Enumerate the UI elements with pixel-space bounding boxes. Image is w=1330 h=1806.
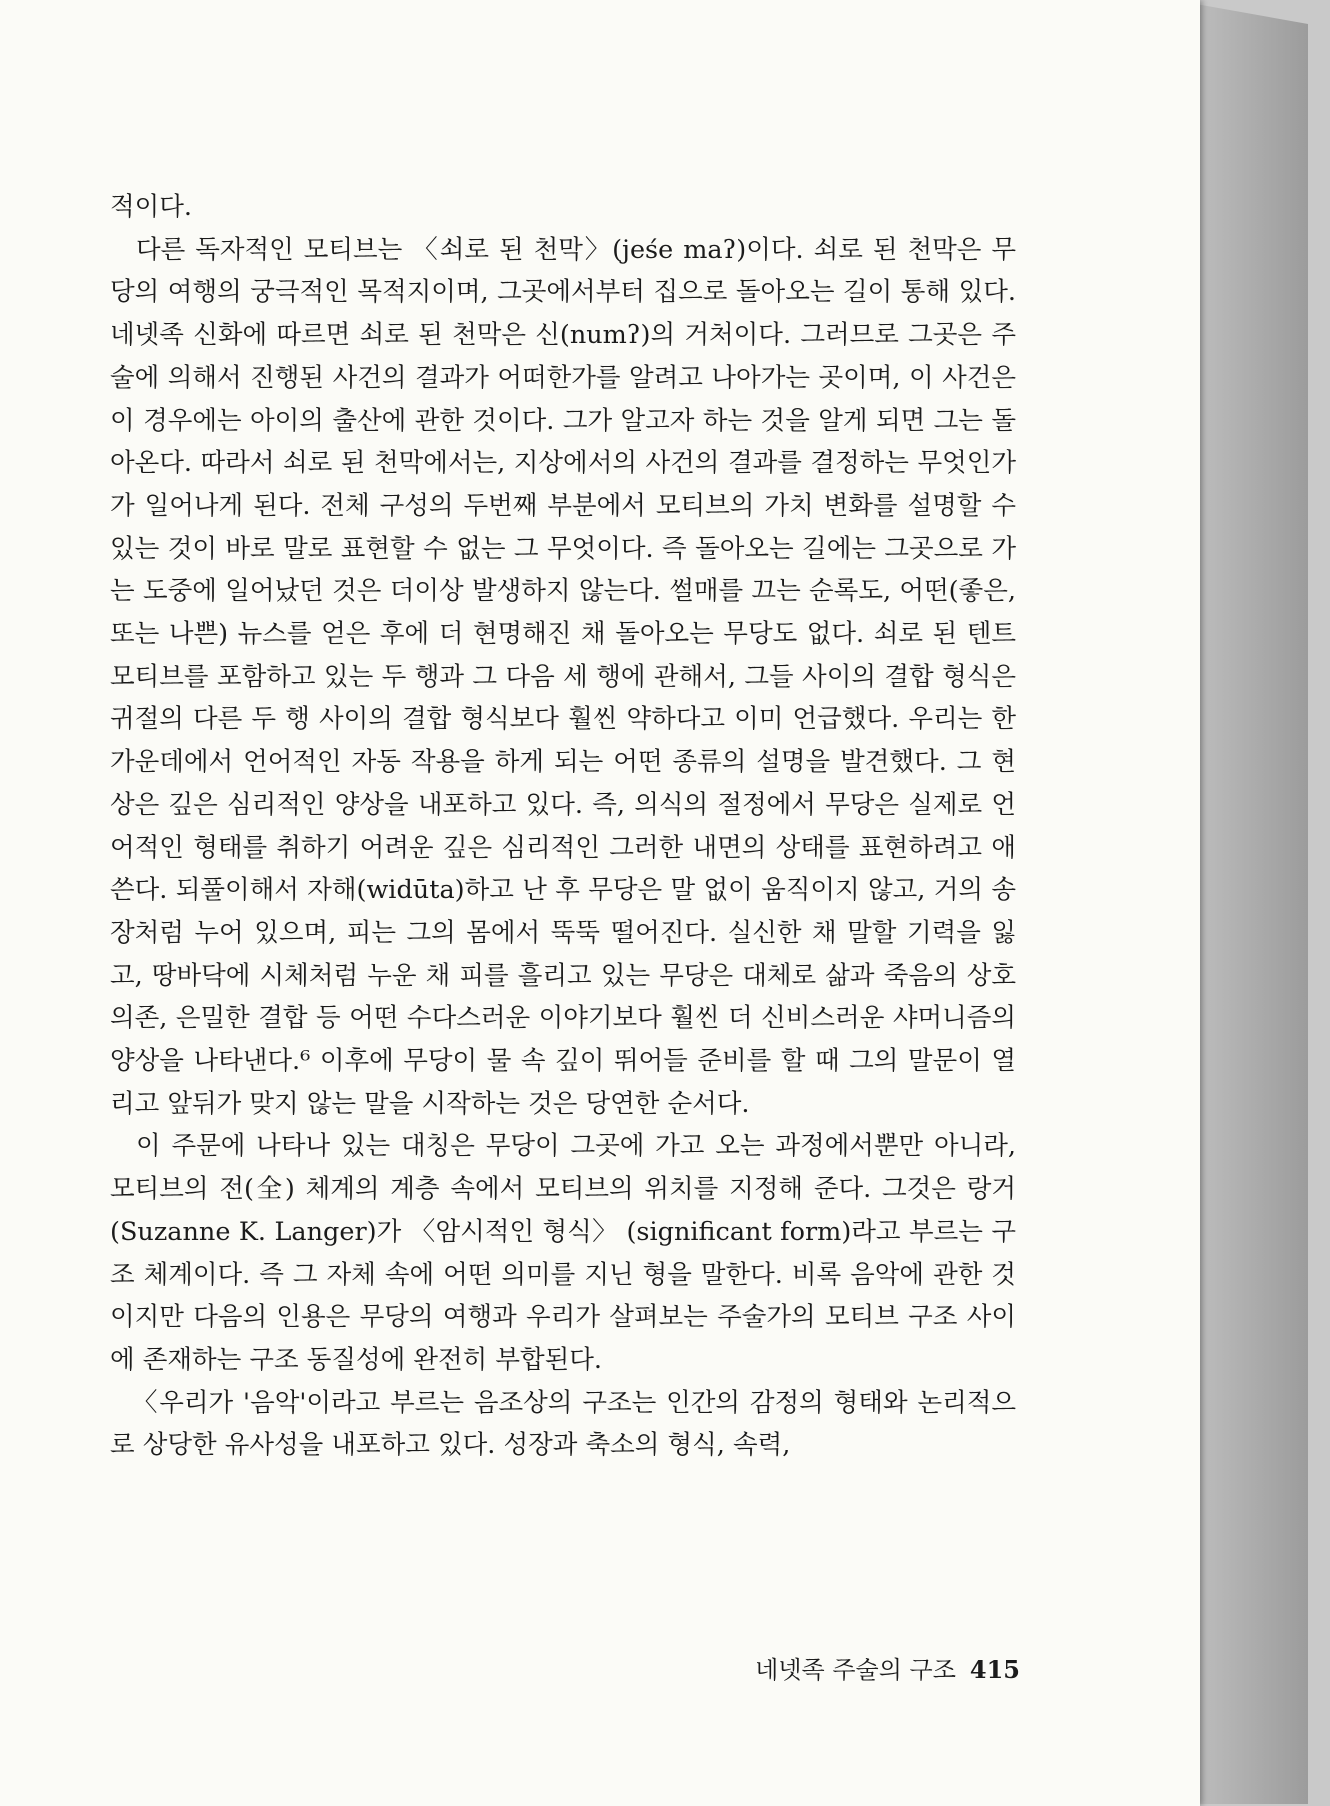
page-footer bbox=[690, 1650, 1020, 1685]
paragraph-quote: 〈우리가 '음악'이라고 부르는 음조상의 구조는 인간의 감정의 형태와 논리적으로 상당한 유사성을 내포하고 있다. 성장과 축소의 형식, 속력, bbox=[110, 1387, 1016, 1461]
page-number: 415 bbox=[969, 1655, 1020, 1684]
body-text bbox=[110, 186, 1016, 1467]
paragraph-1: 적이다. bbox=[110, 192, 193, 222]
page-stack-edge bbox=[1196, 4, 1308, 1804]
paragraph-2: 다른 독자적인 모티브는 〈쇠로 된 천막〉(jeśe maʔ)이다. 쇠로 된 천막은 무당의 여행의 궁극적인 목적지이며, 그곳에서부터 집으로 돌아오는 길이 통해 있다. 네넷족 신화에 따르면 쇠로 된 천막은 신(numʔ)의 거처이다. 그러므로 그곳은 주술에 의해서 진행된 사건의 결과가 어떠한가를 알려고 나아가는 곳이며, 이 사건은 이 경우에는 아이의 출산에 관한 것이다. 그가 알고자 하는 것을 알게 되면 그는 돌아온다. 따라서 쇠로 된 천막에서는, 지상에서의 사건의 결과를 결정하는 무엇인가가 일어나게 된다. 전체 구성의 두번째 부분에서 모티브의 가치 변화를 설명할 수 있는 것이 바로 말로 표현할 수 없는 그 무엇이다. 즉 돌아오는 길에는 그곳으로 가는 도중에 일어났던 것은 더이상 발생하지 않는다. 썰매를 끄는 순록도, 어떤(좋은, 또는 나쁜) 뉴스를 얻은 후에 더 현명해진 채 돌아오는 무당도 없다. 쇠로 된 텐트 모티브를 포함하고 있는 두 행과 그 다음 세 행에 관해서, 그들 사이의 결합 형식은 귀절의 다른 두 행 사이의 결합 형식보다 훨씬 약하다고 이미 언급했다. 우리는 한가운데에서 언어적인 자동 작용을 하게 되는 어떤 종류의 설명을 발견했다. 그 현상은 깊은 심리적인 양상을 내포하고 있다. 즉, 의식의 절정에서 무당은 실제로 언어적인 형태를 취하기 어려운 깊은 심리적인 그러한 내면의 상태를 표현하려고 애쓴다. 되풀이해서 자해(widūta)하고 난 후 무당은 말 없이 움직이지 않고, 거의 송장처럼 누어 있으며, 피는 그의 몸에서 뚝뚝 떨어진다. 실신한 채 말할 기력을 잃고, 땅바닥에 시체처럼 누운 채 피를 흘리고 있는 무당은 대체로 삶과 죽음의 상호의존, 은밀한 결합 등 어떤 수다스러운 이야기보다 훨씬 더 신비스러운 샤머니즘의 양상을 나타낸다.⁶ 이후에 무당이 물 속 깊이 뛰어들 준비를 할 때 그의 말문이 열리고 앞뒤가 맞지 않는 말을 시작하는 것은 당연한 순서다. bbox=[110, 234, 1016, 1119]
paragraph-3: 이 주문에 나타나 있는 대칭은 무당이 그곳에 가고 오는 과정에서뿐만 아니라, 모티브의 전(全) 체계의 계층 속에서 모티브의 위치를 지정해 준다. 그것은 랑거(Suzanne K. Langer)가 〈암시적인 형식〉 (significant form)라고 부르는 구조 체계이다. 즉 그 자체 속에 어떤 의미를 지닌 형을 말한다. 비록 음악에 관한 것이지만 다음의 인용은 무당의 여행과 우리가 살펴보는 주술가의 모티브 구조 사이에 존재하는 구조 동질성에 완전히 부합된다. bbox=[110, 1131, 1016, 1375]
running-footer-title: 네넷족 주술의 구조 bbox=[755, 1656, 956, 1684]
